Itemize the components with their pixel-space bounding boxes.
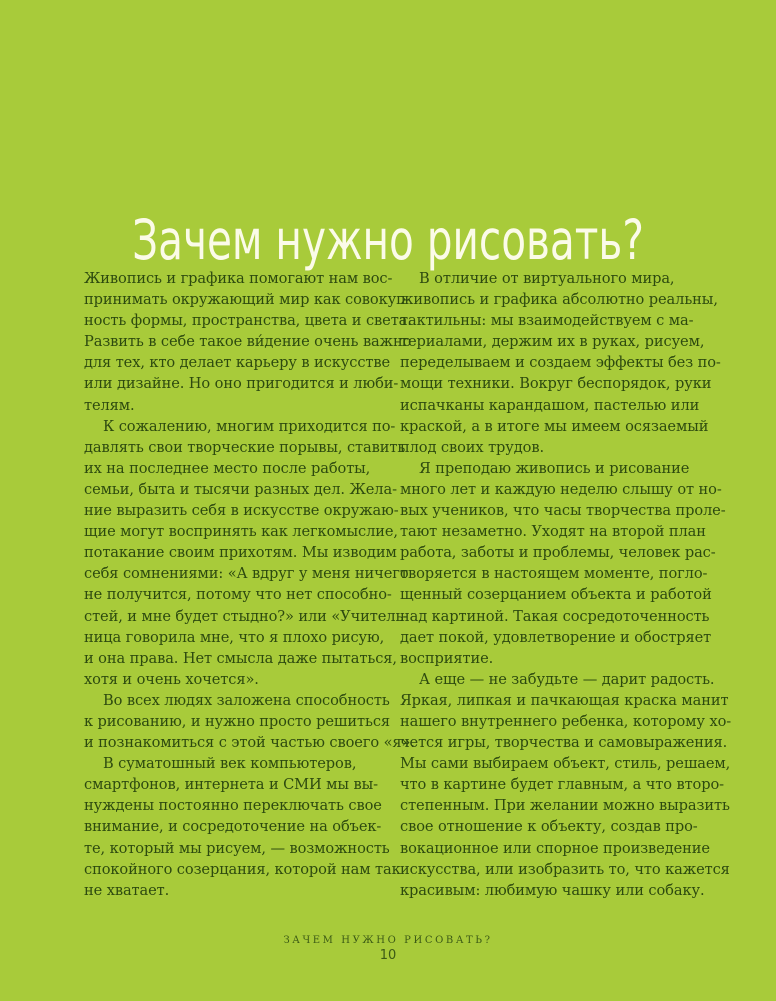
text-line: или дизайне. Но оно пригодится и люби- [84, 375, 399, 393]
text-line: дает покой, удовлетворение и обостряет [400, 628, 712, 646]
text-line: смартфонов, интернета и СМИ мы вы- [84, 776, 378, 794]
text-line: восприятие. [400, 649, 494, 667]
text-line: для тех, кто делает карьеру в искусстве [84, 354, 391, 372]
text-line: краской, а в итоге мы имеем осязаемый [400, 417, 709, 435]
text-line: вых учеников, что часы творчества проле- [400, 502, 726, 520]
text-line: В суматошный век компьютеров, [103, 755, 357, 773]
text-line: спокойного созерцания, которой нам так [84, 860, 401, 878]
text-line: свое отношение к объекту, создав про- [400, 818, 698, 836]
text-line: чется игры, творчества и самовыражения. [400, 734, 728, 752]
text-line: мощи техники. Вокруг беспорядок, руки [400, 375, 712, 393]
text-line: стей, и мне будет стыдно?» или «Учитель- [84, 607, 409, 625]
text-line: вокационное или спорное произведение [400, 839, 710, 857]
text-line: и она права. Нет смысла даже пытаться, [84, 649, 397, 667]
text-line: над картиной. Такая сосредоточенность [400, 607, 710, 625]
text-line: плод своих трудов. [400, 438, 545, 456]
text-line: Я преподаю живопись и рисование [419, 459, 690, 477]
text-line: тают незаметно. Уходят на второй план [400, 523, 706, 541]
text-line: те, который мы рисуем, — возможность [84, 839, 390, 857]
text-line: тактильны: мы взаимодействуем с ма- [400, 312, 694, 330]
text-line: Развить в себе такое ви́дение очень важно [84, 333, 412, 351]
text-line: что в картине будет главным, а что второ- [400, 776, 725, 794]
text-line: себя сомнениями: «А вдруг у меня ничего [84, 565, 409, 583]
text-line: испачканы карандашом, пастелью или [400, 396, 700, 414]
text-line: щие могут воспринять как легкомыслие, [84, 523, 398, 541]
text-line: А еще — не забудьте — дарит радость. [419, 670, 715, 688]
text-line: не хватает. [84, 881, 170, 899]
text-line: принимать окружающий мир как совокуп- [84, 291, 411, 309]
text-line: живопись и графика абсолютно реальны, [400, 291, 718, 309]
text-line: Мы сами выбираем объект, стиль, решаем, [400, 755, 731, 773]
text-line: искусства, или изобразить то, что кажется [400, 860, 730, 878]
text-line: степенным. При желании можно выразить [400, 797, 730, 815]
text-line: работа, заботы и проблемы, человек рас- [400, 544, 716, 562]
text-line: потакание своим прихотям. Мы изводим [84, 544, 397, 562]
body-column-left [84, 268, 415, 901]
text-line: ние выразить себя в искусстве окружаю- [84, 502, 399, 520]
text-line: териалами, держим их в руках, рисуем, [400, 333, 705, 351]
text-line: телям. [84, 396, 135, 414]
body-column-right [400, 268, 732, 901]
text-line: красивым: любимую чашку или собаку. [400, 881, 705, 899]
page-title: Зачем нужно рисовать? [132, 207, 644, 272]
text-line: много лет и каждую неделю слышу от но- [400, 480, 722, 498]
text-line: их на последнее место после работы, [84, 459, 371, 477]
text-line: к рисованию, и нужно просто решиться [84, 712, 390, 730]
text-line: внимание, и сосредоточение на объек- [84, 818, 382, 836]
text-line: переделываем и создаем эффекты без по- [400, 354, 721, 372]
text-line: Во всех людях заложена способность [103, 691, 390, 709]
text-line: ность формы, пространства, цвета и света. [84, 312, 412, 330]
text-line: давлять свои творческие порывы, ставить [84, 438, 406, 456]
text-line: не получится, потому что нет способно- [84, 586, 392, 604]
text-line: В отличие от виртуального мира, [419, 270, 675, 287]
text-line: Яркая, липкая и пачкающая краска манит [400, 691, 729, 709]
page-number: 10 [379, 948, 397, 963]
text-line: Живопись и графика помогают нам вос- [84, 270, 393, 287]
text-line: хотя и очень хочется». [84, 670, 259, 688]
text-line: щенный созерцанием объекта и работой [400, 586, 712, 604]
text-line: нашего внутреннего ребенка, которому хо- [400, 712, 732, 730]
running-head: ЗАЧЕМ НУЖНО РИСОВАТЬ? [283, 935, 493, 946]
text-line: семьи, быта и тысячи разных дел. Жела- [84, 480, 397, 498]
text-line: ница говорила мне, что я плохо рисую, [84, 628, 385, 646]
text-line: и познакомиться с этой частью своего «я». [84, 734, 415, 752]
text-line: творяется в настоящем моменте, погло- [400, 565, 708, 583]
text-line: нуждены постоянно переключать свое [84, 797, 382, 815]
text-line: К сожалению, многим приходится по- [103, 417, 396, 435]
